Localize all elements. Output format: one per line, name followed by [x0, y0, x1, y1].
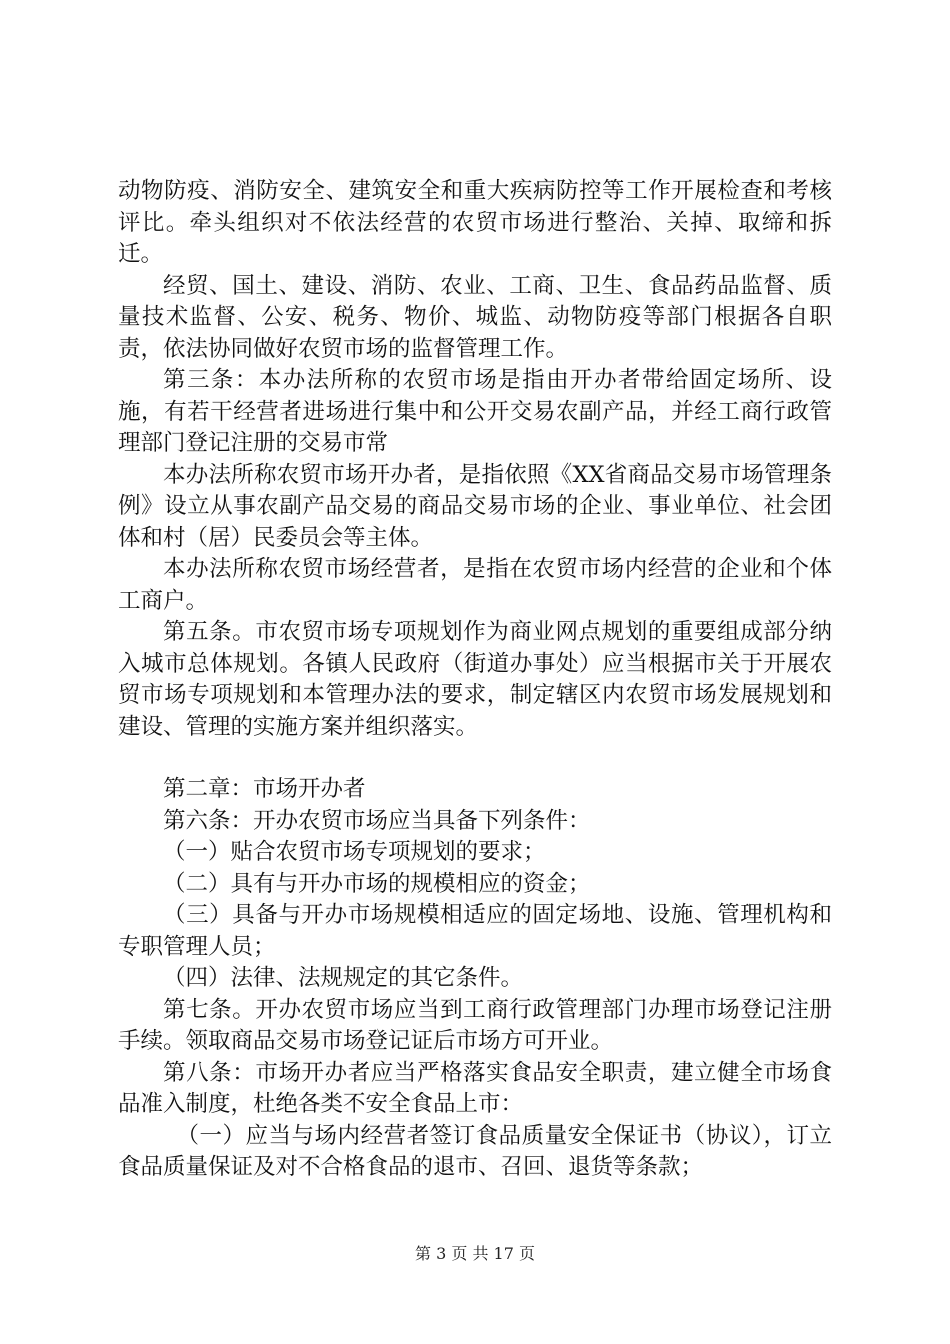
blank-line: [118, 743, 832, 774]
page-number: 第 3 页 共 17 页: [415, 1244, 535, 1263]
paragraph-operator-definition: 本办法所称农贸市场开办者，是指依照《XX省商品交易市场管理条例》设立从事农副产品交易的商品交易市场的企业、事业单位、社会团体和村（居）民委员会等主体。: [118, 461, 832, 551]
list-item-8-1: （一）应当与场内经营者签订食品质量安全保证书（协议），订立食品质量保证及对不合格食品的退市、召回、退货等条款；: [118, 1122, 832, 1180]
list-item-1: （一）贴合农贸市场专项规划的要求；: [163, 839, 546, 865]
list-item-4: （四）法律、法规规定的其它条件。: [163, 965, 524, 991]
paragraph-vendor-definition: 本办法所称农贸市场经营者，是指在农贸市场内经营的企业和个体工商户。: [118, 556, 832, 614]
paragraph-article-3: 第三条：本办法所称的农贸市场是指由开办者带给固定场所、设施，有若干经营者进场进行集中和公开交易农副产品，并经工商行政管理部门登记注册的交易市常: [118, 367, 832, 456]
chapter-heading: 第二章：市场开办者: [163, 776, 366, 802]
list-item-2: （二）具有与开办市场的规模相应的资金；: [163, 870, 591, 897]
paragraph-continuation: 动物防疫、消防安全、建筑安全和重大疾病防控等工作开展检查和考核评比。牵头组织对不依法经营的农贸市场进行整治、关掉、取缔和拆迁。: [118, 178, 832, 267]
document-body: [118, 176, 832, 1184]
list-item-3: （三）具备与开办市场规模相适应的固定场地、设施、管理机构和专职管理人员；: [118, 902, 832, 960]
paragraph-article-5: 第五条。市农贸市场专项规划作为商业网点规划的重要组成部分纳入城市总体规划。各镇人民政府（街道办事处）应当根据市关于开展农贸市场专项规划和本管理办法的要求，制定辖区内农贸市场发展规划和建设、管理的实施方案并组织落实。: [118, 619, 832, 740]
paragraph-article-7: 第七条。开办农贸市场应当到工商行政管理部门办理市场登记注册手续。领取商品交易市场登记证后市场方可开业。: [118, 996, 832, 1054]
paragraph-departments: 经贸、国土、建设、消防、农业、工商、卫生、食品药品监督、质量技术监督、公安、税务、物价、城监、动物防疫等部门根据各自职责，依法协同做好农贸市场的监督管理工作。: [118, 272, 832, 362]
paragraph-article-8: 第八条：市场开办者应当严格落实食品安全职责，建立健全市场食品准入制度，杜绝各类不安全食品上市：: [118, 1059, 832, 1117]
paragraph-article-6: 第六条：开办农贸市场应当具备下列条件：: [163, 807, 591, 834]
